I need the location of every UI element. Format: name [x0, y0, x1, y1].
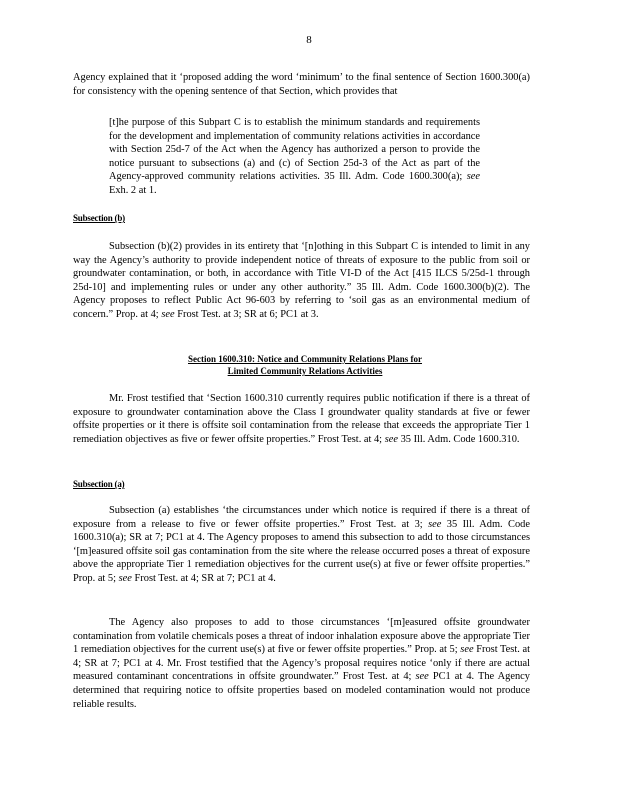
paragraph-intro-text: Agency explained that it ‘proposed adding the word ‘minimum’ to the final sentence of Section 1600.300(a) for consistency with the opening sentence of that Section, which provides that: [73, 72, 530, 97]
paragraph-b-citation: Frost Test. at 3;: [177, 308, 242, 320]
paragraph-subsection-b: [73, 240, 530, 322]
paragraph-frost-testimony: [73, 392, 530, 446]
see-signal: see: [428, 518, 442, 530]
page-number: 8: [306, 34, 312, 46]
paragraph-intro: [73, 71, 530, 98]
paragraph-b-citation-2: SR at 6; PC1 at 3.: [244, 308, 319, 320]
paragraph-agency-proposal: [73, 616, 530, 711]
paragraph-b-text: Subsection (b)(2) provides in its entirety that ‘[n]othing in this Subpart C is intended to limit in any way the Agency’s authority to provide independent notice of threats of exposure to the public from soil or groundwater contamination, or both, in accordance with Title VI-D of the Act [415 ILCS 5/25d-1 through 25d-10] and implementing rules or under any other authority.” 35 Ill. Adm. Code 1600.300(b)(2). The Agency proposes to reflect Public Act 96-603 by referring to ‘soil gas as an environmental medium of concern.” Prop. at 4;: [73, 241, 530, 320]
see-signal: see: [161, 308, 175, 320]
quote-citation: Exh. 2 at 1.: [109, 184, 157, 196]
paragraph-agency-text-2: Frost Test. at 4; SR at 7; PC1 at 4. Mr. Frost testified that the Agency’s proposal requires notice ‘only if there are actual measured contaminant concentrations in offsite groundwater.” Frost Test. at 4;: [73, 644, 530, 683]
see-signal: see: [460, 644, 474, 656]
paragraph-frost-text: Mr. Frost testified that ‘Section 1600.310 currently requires public notification if there is a threat of exposure to groundwater contamination above the Class I groundwater quality standards at five or fewer offsite properties or it there is offsite soil contamination from the release that exceeds the appropriate Tier 1 remediation objectives as five or fewer offsite properties.” Frost Test. at 4;: [73, 393, 530, 445]
paragraph-a-text-2: 35 Ill. Adm. Code 1600.310(a); SR at 7; PC1 at 4. The Agency proposes to amend this subsection to add to those circumstances ‘[m]easured offsite soil gas contamination from the site where the release occurred poses a threat of exposure above the appropriate Tier 1 remediation objectives for the current use(s) at five or fewer offsite properties.” Prop. at 5;: [73, 518, 530, 584]
quote-text: [t]he purpose of this Subpart C is to establish the minimum standards and requirements for the development and implementation of community relations activities in accordance with Section 25d-7 of the Act when the Agency has authorized a person to provide the notice pursuant to subsections (a) and (c) of Section 25d-3 of the Act as part of the Agency-approved community relations activities. 35 Ill. Adm. Code 1600.300(a);: [109, 117, 480, 183]
block-quote: [109, 116, 480, 198]
paragraph-agency-text: The Agency also proposes to add to those circumstances ‘[m]easured offsite groundwater contamination from volatile chemicals poses a threat of indoor inhalation exposure above the appropriate Tier 1 remediation objectives for the current use(s) at five or fewer offsite properties.” Prop. at 5;: [73, 617, 530, 656]
section-heading: [140, 353, 470, 377]
section-heading-line-2: Limited Community Relations Activities: [227, 366, 383, 376]
paragraph-agency-text-3: PC1 at 4. The Agency determined that requiring notice to offsite properties based on modeled contamination would not produce reliable results.: [73, 671, 530, 710]
see-signal: see: [415, 671, 429, 683]
subsection-a-heading: Subsection (a): [73, 479, 125, 489]
paragraph-frost-citation: 35 Ill. Adm. Code 1600.310.: [400, 433, 520, 445]
paragraph-a-text: Subsection (a) establishes ‘the circumstances under which notice is required if there is a threat of exposure from a release to five or fewer offsite properties.” Frost Test. at 3;: [73, 505, 530, 530]
see-signal: see: [466, 171, 480, 183]
see-signal: see: [118, 572, 132, 584]
see-signal: see: [384, 433, 398, 445]
section-heading-line-1: Section 1600.310: Notice and Community Relations Plans for: [188, 354, 422, 364]
paragraph-a-citation: Frost Test. at 4; SR at 7; PC1 at 4.: [134, 572, 276, 584]
subsection-b-heading: Subsection (b): [73, 213, 125, 223]
paragraph-subsection-a: [73, 504, 530, 586]
